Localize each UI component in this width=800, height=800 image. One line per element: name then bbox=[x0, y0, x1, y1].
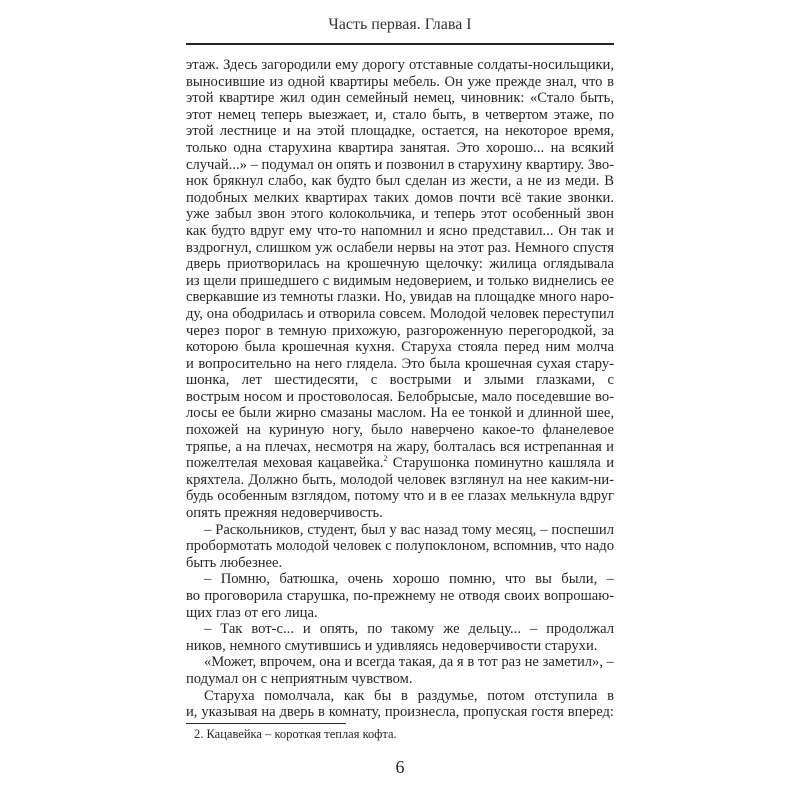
text-line: как будто вдруг ему что-то напомнил и ясно представил... Он так и bbox=[186, 222, 614, 239]
header-rule bbox=[186, 43, 614, 45]
text-line: ду, она ободрилась и отворила совсем. Молодой человек переступил bbox=[186, 305, 614, 322]
page-number: 6 bbox=[395, 757, 405, 777]
text-line bbox=[186, 455, 614, 472]
text-line: вздрогнул, слишком уж ослабели нервы на этот раз. Немного спустя bbox=[186, 239, 614, 256]
text-line: – Раскольников, студент, был у вас назад тому месяц, – поспешил bbox=[204, 521, 614, 538]
text-line: – Помню, батюшка, очень хорошо помню, что вы были, – bbox=[204, 571, 614, 588]
text-line: – Так вот-с... и опять, по такому же дельцу... – продолжал bbox=[204, 621, 614, 638]
footnote: 2. Кацавейка – короткая теплая кофта. bbox=[194, 727, 397, 741]
text-line: ников, немного смутившись и удивляясь недоверчивости старухи. bbox=[186, 637, 598, 654]
text-line: лосы ее были жирно смазаны маслом. На ее тонкой и длинной шее, bbox=[186, 405, 614, 422]
text-line: вострым носом и простоволосая. Белобрысые, мало поседевшие во- bbox=[186, 388, 614, 405]
text-line: выносившие из одной квартиры мебель. Он уже прежде знал, что в bbox=[186, 73, 614, 90]
text-line: случай...» – подумал он опять и позвонил в старухину квартиру. Зво- bbox=[186, 156, 614, 173]
page-body-text bbox=[186, 57, 614, 721]
text-line: подумал он с неприятным чувством. bbox=[186, 670, 413, 687]
text-line: тряпье, а на плечах, несмотря на жару, болталась вся истрепанная и bbox=[186, 438, 614, 455]
text-segment: пожелтелая меховая кацавейка. bbox=[186, 455, 384, 472]
text-line: только одна старухина квартира занятая. Это хорошо... на всякий bbox=[186, 139, 614, 156]
text-line: этаж. Здесь загородили ему дорогу отставные солдаты-носильщики, bbox=[186, 57, 614, 73]
footnote-ref: 2 bbox=[383, 455, 388, 464]
text-line: Старуха помолчала, как бы в раздумье, потом отступила в bbox=[204, 687, 614, 704]
text-line: этой квартире жил один семейный немец, чиновник: «Стало быть, bbox=[186, 90, 614, 107]
text-line: этот немец теперь выезжает, и, стало быть, в четвертом этаже, по bbox=[186, 106, 614, 123]
text-line: и, указывая на дверь в комнату, произнесла, пропуская гостя вперед: bbox=[186, 704, 614, 721]
running-header: Часть первая. Глава I bbox=[328, 16, 472, 33]
text-line: быть любезнее. bbox=[186, 554, 283, 571]
text-line: дверь приотворилась на крошечную щелочку: жилица оглядывала bbox=[186, 256, 614, 273]
text-line: «Может, впрочем, она и всегда такая, да я в тот раз не заметил», – bbox=[204, 654, 614, 671]
text-line: кряхтела. Должно быть, молодой человек взглянул на нее каким-ни- bbox=[186, 471, 614, 488]
footnote-rule bbox=[186, 723, 346, 724]
text-segment: Старушонка поминутно кашляла и bbox=[387, 455, 614, 472]
text-line: щих глаз от его лица. bbox=[186, 604, 318, 621]
text-line: из щели пришедшего с видимым недоверием, и только виднелись ее bbox=[186, 272, 614, 289]
text-line: которою была крошечная кухня. Старуха стояла перед ним молча bbox=[186, 339, 614, 356]
text-line: и вопросительно на него глядела. Это была крошечная сухая стару- bbox=[186, 355, 614, 372]
text-line: сверкавшие из темноты глазки. Но, увидав на площадке много наро- bbox=[186, 289, 614, 306]
text-line: похожей на куриную ногу, было наверчено какое-то фланелевое bbox=[186, 422, 614, 439]
text-line: опять прежняя недоверчивость. bbox=[186, 505, 383, 522]
text-line: этой лестнице и на этой площадке, остается, на некоторое время, bbox=[186, 123, 614, 140]
text-line: во проговорила старушка, по-прежнему не отводя своих вопрошаю- bbox=[186, 588, 614, 604]
text-line: будь особенным взглядом, потому что и в ее глазах мелькнула вдруг bbox=[186, 488, 614, 505]
text-line: пробормотать молодой человек с полупоклоном, вспомнив, что надо bbox=[186, 538, 614, 555]
text-line: через порог в темную прихожую, разгороженную перегородкой, за bbox=[186, 322, 614, 339]
text-line: уже забыл звон этого колокольчика, и теперь этот особенный звон bbox=[186, 206, 614, 223]
text-line: шонка, лет шестидесяти, с вострыми и злыми глазками, с bbox=[186, 372, 614, 389]
text-line: подобных мелких квартирах таких домов почти всё такие звонки. bbox=[186, 189, 614, 206]
text-line: нок брякнул слабо, как будто был сделан из жести, а не из меди. В bbox=[186, 173, 614, 190]
